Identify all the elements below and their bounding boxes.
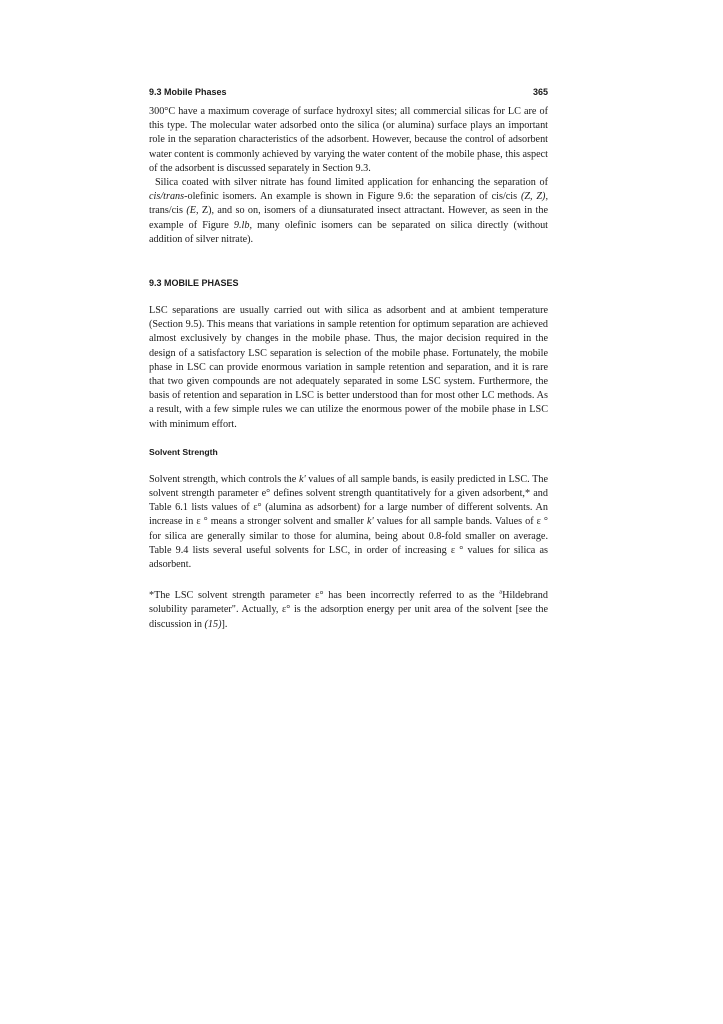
paragraph-solvent-strength: Solvent strength, which controls the k' values of all sample bands, is easily predicted in LSC. The solvent strength parameter e° defines solvent strength quantitatively for a given adsorbent,* and Table 6.1 lists values of ε° (alumina as adsorbent) for a large number of different solvents. An increase in ε ° means a stronger solvent and smaller k' values for all sample bands. Values of ε ° for silica are generally similar to those for alumina, being about 0.8-fold smaller on average. Table 9.4 lists several useful solvents for LSC, in order of increasing ε ° values for silica as adsorbent. (149, 473, 549, 571)
page-content (149, 86, 548, 632)
paragraph-mobile-phases: LSC separations are usually carried out with silica as adsorbent and at ambient temperature (Section 9.5). This means that variations in sample retention for optimum separation are achieved almost exclusively by changes in the mobile phase. Thus, the major decision required in the design of a satisfactory LSC separation is selection of the mobile phase. Fortunately, the mobile phase in LSC can provide enormous variation in sample retention and separation, and it is rare that two given compounds are not adequately separated in some LSC system. Furthermore, the basis of retention and separation in LSC is better understood than for most other LC methods. As a result, with a few simple rules we can utilize the enormous power of the mobile phase in LSC with minimum effort. (149, 305, 548, 430)
running-head-section: 9.3 Mobile Phases (149, 87, 227, 97)
section-heading: 9.3 MOBILE PHASES (149, 278, 239, 289)
running-head (149, 86, 548, 98)
page-number: 365 (532, 87, 548, 97)
paragraph-silver-nitrate: Silica coated with silver nitrate has found limited application for enhancing the separation of cis/trans-olefinic isomers. An example is shown in Figure 9.6: the separation of cis/cis (Z, Z), trans/cis (E, Z), and so on, isomers of a diunsaturated insect attractant. However, as seen in the example of Figure 9.lb, many olefinic isomers can be separated on silica directly (without addition of silver nitrate). (149, 177, 548, 245)
footnote: *The LSC solvent strength parameter ε° has been incorrectly referred to as the $^a$Hildebrand solubility parameter". Actually, ε° is the adsorption energy per unit area of the solvent [see the discussion in (15)]. (149, 588, 548, 630)
subsection-heading: Solvent Strength (149, 446, 218, 457)
paragraph-adsorbent-water: 300°C have a maximum coverage of surface hydroxyl sites; all commercial silicas for LC are of this type. The molecular water adsorbed onto the silica (or alumina) surface plays an important role in the separation characteristics of the adsorbent. However, because the control of adsorbent water content is commonly achieved by varying the water content of the mobile phase, this aspect of the adsorbent is discussed separately in Section 9.3. (149, 106, 548, 174)
